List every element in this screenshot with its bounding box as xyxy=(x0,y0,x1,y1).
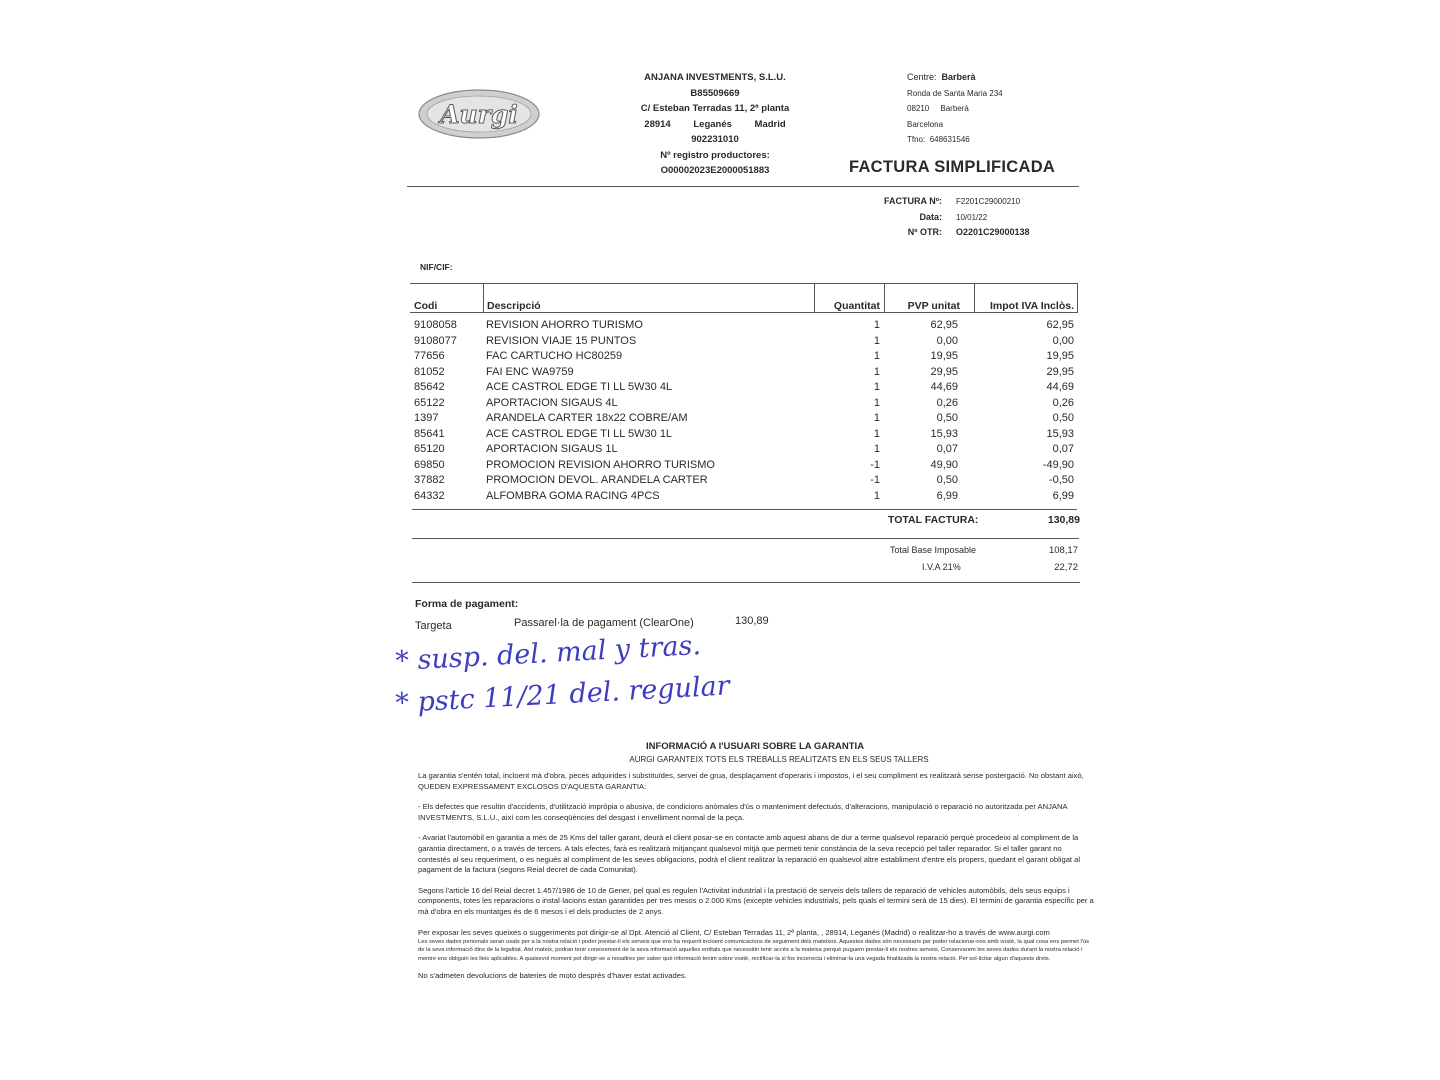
column-separator xyxy=(884,284,885,312)
item-code: 9108077 xyxy=(414,334,457,347)
payment-gateway: Passarel·la de pagament (ClearOne) xyxy=(514,617,694,629)
aurgi-logo xyxy=(417,88,542,140)
item-description: REVISION VIAJE 15 PUNTOS xyxy=(486,334,637,347)
registry-label: Nº registro productores: xyxy=(660,149,770,161)
company-name: ANJANA INVESTMENTS, S.L.U. xyxy=(644,72,786,83)
item-description: PROMOCION DEVOL. ARANDELA CARTER xyxy=(486,474,708,486)
item-description: ACE CASTROL EDGE TI LL 5W30 1L xyxy=(486,427,673,440)
company-cif: B85509669 xyxy=(690,87,740,99)
otr-label: Nº OTR: xyxy=(907,227,942,237)
item-description: ACE CASTROL EDGE TI LL 5W30 4L xyxy=(486,381,673,393)
company-address: C/ Esteban Terradas 11, 2ª planta xyxy=(640,103,790,114)
table-row xyxy=(410,350,1078,366)
item-quantity: -1 xyxy=(870,474,880,486)
item-unit-price: 62,95 xyxy=(930,319,958,331)
company-block xyxy=(600,70,830,179)
item-quantity: 1 xyxy=(873,381,880,393)
item-quantity: 1 xyxy=(873,396,880,409)
total-label: TOTAL FACTURA: xyxy=(888,514,979,526)
item-amount: -0,50 xyxy=(1048,474,1074,486)
item-quantity: 1 xyxy=(873,334,880,347)
item-description: PROMOCION REVISION AHORRO TURISMO xyxy=(486,458,715,471)
warranty-paragraph: - Els defectes que resultin d'accidents, d'utilització impròpia o abusiva, de condicions anòmales d'ús o manteniment defectuós, d'alteracions, manipulació o reparació no autoritzada per ANJANA INVESTMENTS, S.L.U., així com les conseqüències del desgast i envelliment normal de la peça. xyxy=(418,802,1068,822)
table-row xyxy=(410,490,1078,506)
centre-phone: 648631546 xyxy=(929,135,970,144)
nif-label: NIF/CIF: xyxy=(420,262,453,272)
column-separator xyxy=(814,284,815,312)
item-code: 1397 xyxy=(414,412,439,424)
item-unit-price: 0,26 xyxy=(936,396,958,409)
item-amount: 0,50 xyxy=(1052,412,1074,424)
warranty-paragraph: Segons l'article 16 del Reial decret 1.457/1986 de 10 de Gener, pel qual es regulen l'Activitat industrial i la prestació de serveis dels tallers de reparació de vehicles automòbils, dels seus equips i components, totes les reparacions o instal·lacions estan garantides per tres mesos o 2.000 Kms (excepte vehicles industrials, pels quals el termini serà de 15 dies). El termini de garantia específic per a mà d'obra en els muntatges és de 6 mesos i el dels productes de 2 anys. xyxy=(418,885,1094,916)
col-unit-price: PVP unitat xyxy=(907,300,960,312)
line-items-table xyxy=(410,283,1078,505)
item-code: 69850 xyxy=(414,458,445,471)
warranty-paragraph: La garantia s'entén total, incloent mà d'obra, peces adquirides i substituïdes, servei de grua, desplaçament d'operaris i impostos, i el seu compliment es realitzarà sense postergació. No obstant això, QUEDEN EXPRESSAMENT EXCLOSOS D'AQUESTA GARANTIA: xyxy=(418,771,1084,791)
item-quantity: 1 xyxy=(873,443,880,455)
item-unit-price: 19,95 xyxy=(930,350,958,362)
item-quantity: 1 xyxy=(873,427,880,440)
item-unit-price: 44,69 xyxy=(930,381,958,393)
base-value: 108,17 xyxy=(1048,545,1078,556)
item-amount: 19,95 xyxy=(1046,350,1074,362)
col-quantity: Quantitat xyxy=(833,300,880,312)
iva-value: 22,72 xyxy=(1054,562,1078,573)
item-code: 65120 xyxy=(414,443,445,455)
table-row xyxy=(410,397,1078,413)
item-amount: 62,95 xyxy=(1046,319,1074,331)
centre-block xyxy=(907,70,1003,148)
table-row xyxy=(410,412,1078,428)
col-description: Descripció xyxy=(487,300,541,312)
handwritten-note: * susp. del. mal y tras. xyxy=(394,630,702,677)
item-code: 81052 xyxy=(414,365,445,378)
table-row xyxy=(410,366,1078,382)
item-description: FAI ENC WA9759 xyxy=(486,365,574,378)
col-amount: Impot IVA Inclòs. xyxy=(989,300,1074,312)
registry-number: O00002023E2000051883 xyxy=(660,165,770,176)
item-quantity: 1 xyxy=(873,412,880,424)
centre-phone-label: Tfno: xyxy=(907,135,926,144)
centre-street: Ronda de Santa Maria 234 xyxy=(907,88,1003,98)
invoice-number: F2201C29000210 xyxy=(956,197,1021,206)
table-row xyxy=(410,319,1078,335)
table-row xyxy=(410,428,1078,444)
table-row xyxy=(410,459,1078,475)
handwritten-notes xyxy=(390,628,810,728)
item-unit-price: 6,99 xyxy=(936,489,958,502)
centre-city: Barberà xyxy=(940,104,969,113)
item-code: 65122 xyxy=(414,396,445,409)
company-postal-code: 28914 xyxy=(644,118,671,130)
item-unit-price: 0,07 xyxy=(936,443,958,455)
item-code: 9108058 xyxy=(414,319,457,331)
item-unit-price: 0,50 xyxy=(936,412,958,424)
table-body xyxy=(410,319,1078,505)
warranty-title: INFORMACIÓ A l'USUARI SOBRE LA GARANTIA xyxy=(645,741,865,752)
company-city-line xyxy=(600,117,830,133)
item-description: APORTACION SIGAUS 4L xyxy=(486,396,618,409)
item-unit-price: 0,50 xyxy=(936,474,958,486)
item-amount: 0,26 xyxy=(1052,396,1074,409)
item-quantity: 1 xyxy=(873,489,880,502)
column-separator xyxy=(974,284,975,312)
warranty-text xyxy=(418,771,1096,991)
company-city: Leganés xyxy=(693,118,732,130)
table-row xyxy=(410,335,1078,351)
item-description: APORTACION SIGAUS 1L xyxy=(486,443,618,455)
item-code: 77656 xyxy=(414,350,445,362)
payment-method: Targeta xyxy=(415,620,452,632)
item-unit-price: 29,95 xyxy=(930,365,958,378)
warranty-paragraph: - Avariat l'automòbil en garantia a més de 25 Kms del taller garant, deurà el client posar-se en contacte amb aquest abans de dur a terme qualsevol reparació perquè procedeixi al compliment de la garantia directament, o a través de tercers. A tals efectes, farà es realitzarà mitjançant qualsevol mitjà que permeti tenir constància de la seva recepció pel taller reparador. Si el taller garant no contestés al seu requeriment, o es negués al compliment de les seves obligacions, podrà el client realitzar la reparació en qualsevol altre establiment d'entre els propers, quedant el garant obligat al pagament de la factura (segons Reial decret de cada Comunitat). xyxy=(418,833,1081,875)
privacy-paragraph: Les seves dades personals seran usats per a la nostra relació i poder prestar-li els serveis que ens ha requerit incloent comunicacions de seguiment dels mateixos. Aquestes dades són necessaris per poder relacionar-nos amb vostè, la qual cosa ens permet l'ús de la seva informació dins de la legalitat. Així mateix, podran tenir coneixement de la seva informació aquelles entitats que necessitin tenir accés a la mateixa perquè puguem prestar-li els nostres serveis. Conservarem les seves dades durant la nostra relació i mentre ens obliguin les lleis aplicables. A qualsevol moment pot dirigir-se a nosaltres per saber què informació tenim sobre vostè, rectificar-la si fos incorrecta i eliminar-la una vegada finalitzada la nostra relació. Per sol·licitar algun d'aquests drets. xyxy=(418,939,1090,962)
centre-region: Barcelona xyxy=(907,119,944,129)
item-code: 64332 xyxy=(414,489,445,502)
item-amount: -49,90 xyxy=(1042,458,1074,471)
table-row xyxy=(410,474,1078,490)
total-value: 130,89 xyxy=(1047,514,1080,526)
item-description: FAC CARTUCHO HC80259 xyxy=(486,350,623,362)
document-title: FACTURA SIMPLIFICADA xyxy=(849,158,1056,176)
date-label: Data: xyxy=(919,211,942,222)
item-amount: 6,99 xyxy=(1052,489,1074,502)
divider xyxy=(412,538,1079,539)
item-description: ARANDELA CARTER 18x22 COBRE/AM xyxy=(486,412,688,424)
column-separator xyxy=(1077,284,1078,312)
item-amount: 0,07 xyxy=(1052,443,1074,455)
centre-postal-code: 08210 xyxy=(907,104,930,113)
item-unit-price: 0,00 xyxy=(936,334,958,347)
divider xyxy=(412,509,1077,510)
item-unit-price: 15,93 xyxy=(930,427,958,440)
table-row xyxy=(410,443,1078,459)
centre-name: Barberà xyxy=(941,72,976,82)
item-description: ALFOMBRA GOMA RACING 4PCS xyxy=(486,489,660,502)
payment-title: Forma de pagament: xyxy=(415,598,519,610)
warranty-paragraph: Per exposar les seves queixes o suggeriments pot dirigir-se al Dpt. Atenció al Client, C/ Esteban Terradas 11, 2ª planta, , 28914, Leganés (Madrid) o realitzar-ho a través de www.aurgi.com xyxy=(418,927,1050,937)
item-amount: 0,00 xyxy=(1052,334,1074,347)
centre-label: Centre: xyxy=(907,72,937,82)
svg-text:Aurgi: Aurgi xyxy=(440,100,518,129)
company-province: Madrid xyxy=(754,118,786,130)
divider xyxy=(407,186,1079,187)
item-amount: 44,69 xyxy=(1046,381,1074,393)
company-phone: 902231010 xyxy=(691,134,739,145)
column-separator xyxy=(483,284,484,312)
table-header xyxy=(410,283,1078,313)
item-amount: 29,95 xyxy=(1046,365,1074,378)
item-quantity: 1 xyxy=(873,365,880,378)
item-quantity: 1 xyxy=(873,350,880,362)
col-code: Codi xyxy=(414,300,438,312)
invoice-date: 10/01/22 xyxy=(956,212,988,222)
item-code: 85642 xyxy=(414,381,445,393)
item-unit-price: 49,90 xyxy=(930,458,958,471)
otr-number: O2201C29000138 xyxy=(956,227,1030,237)
warranty-subtitle: AURGI GARANTEIX TOTS ELS TREBALLS REALITZATS EN ELS SEUS TALLERS xyxy=(629,755,929,764)
handwritten-note: * pstc 11/21 del. regular xyxy=(394,670,731,719)
invoice-number-label: FACTURA Nº: xyxy=(884,196,942,206)
iva-label: I.V.A 21% xyxy=(922,562,961,572)
item-amount: 15,93 xyxy=(1046,427,1074,440)
divider xyxy=(412,582,1080,583)
item-quantity: 1 xyxy=(873,319,880,331)
item-code: 37882 xyxy=(414,474,445,486)
payment-amount: 130,89 xyxy=(735,615,769,627)
base-label: Total Base Imposable xyxy=(890,545,977,555)
table-row xyxy=(410,381,1078,397)
item-description: REVISION AHORRO TURISMO xyxy=(486,319,643,331)
invoice-meta xyxy=(860,194,1030,241)
item-code: 85641 xyxy=(414,427,445,440)
warranty-paragraph: No s'admeten devolucions de bateries de moto després d'haver estat activades. xyxy=(418,970,687,980)
item-quantity: -1 xyxy=(870,458,880,471)
